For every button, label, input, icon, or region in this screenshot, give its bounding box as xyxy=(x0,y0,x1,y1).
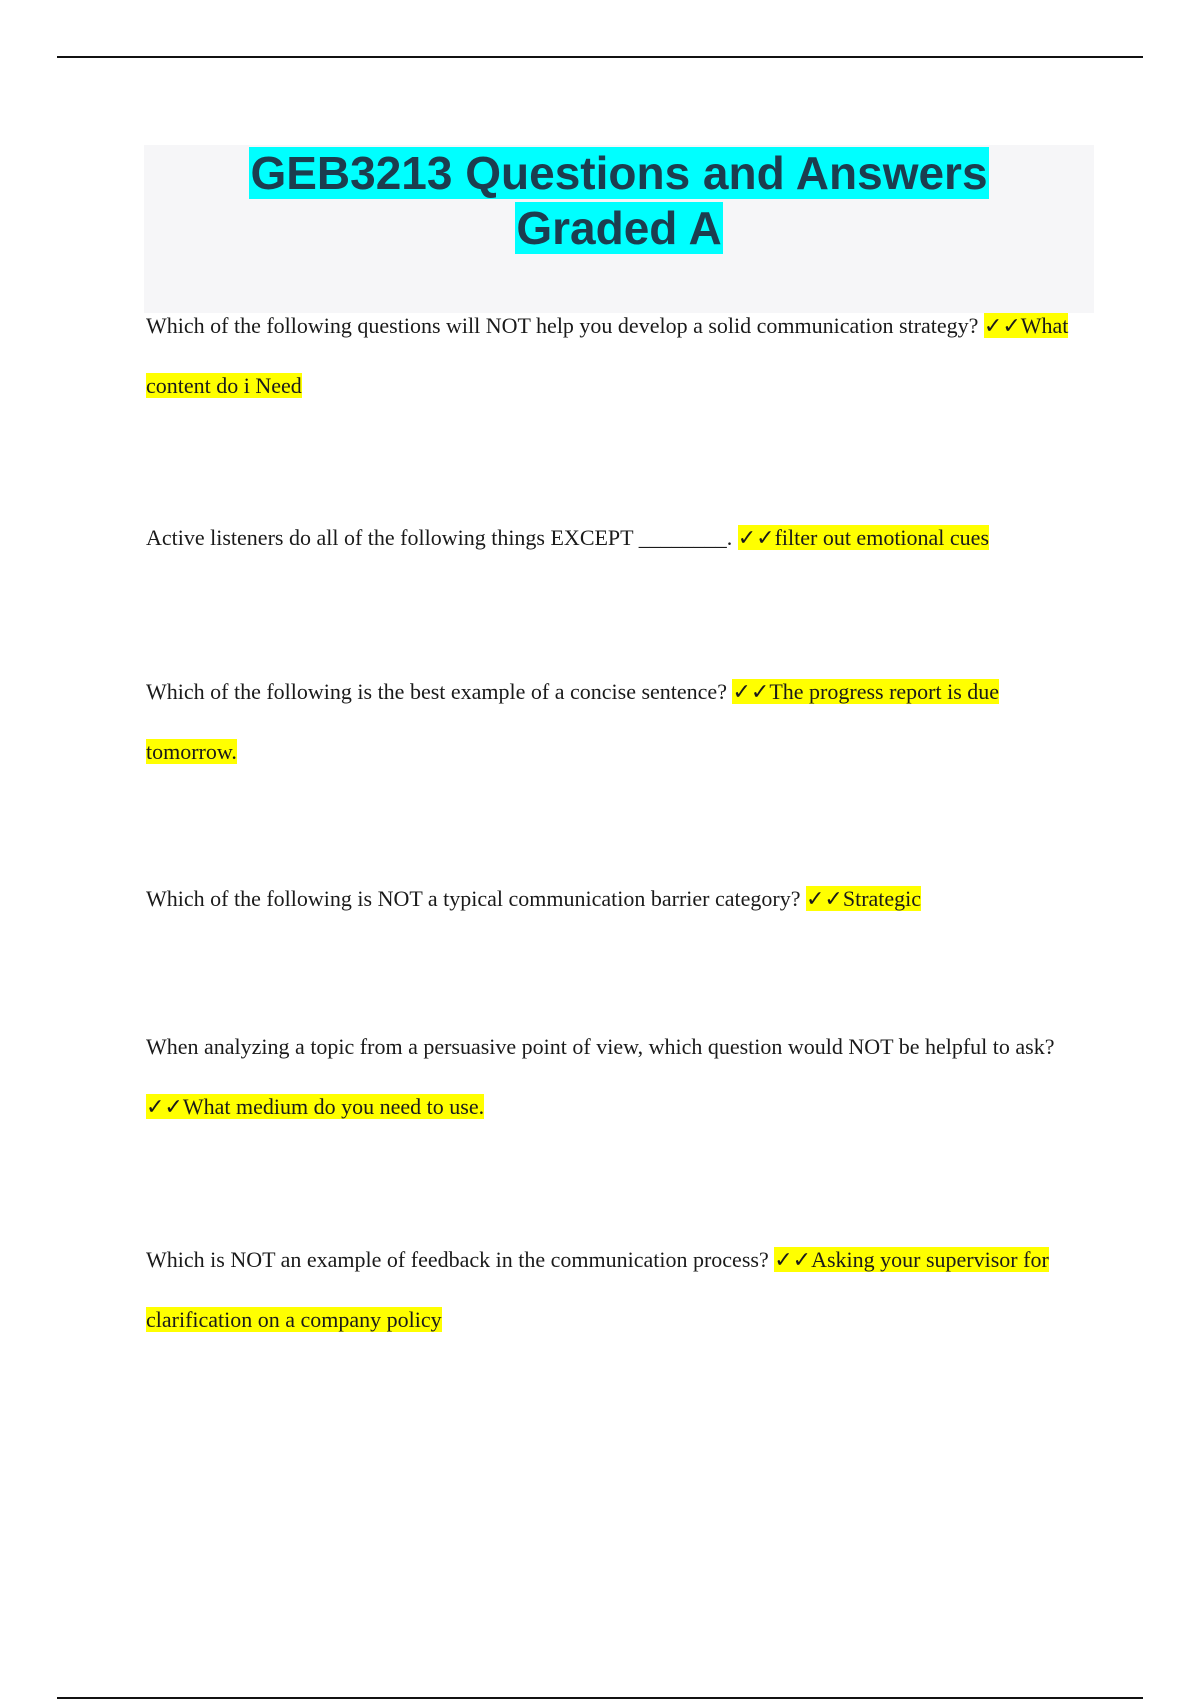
question-text: Active listeners do all of the following things EXCEPT ________. xyxy=(146,525,733,550)
title-line-1: GEB3213 Questions and Answers xyxy=(250,147,988,199)
qa-item-5 xyxy=(146,1017,1086,1137)
question-text: Which of the following is NOT a typical communication barrier category? xyxy=(146,886,801,911)
bottom-rule xyxy=(57,1697,1143,1699)
question-text: Which of the following is the best example of a concise sentence? xyxy=(146,679,727,704)
question-text: Which is NOT an example of feedback in the communication process? xyxy=(146,1247,769,1272)
qa-item-1 xyxy=(146,296,1086,416)
document-title xyxy=(144,146,1094,256)
answer-text: ✓✓What content do i Need xyxy=(146,313,1069,398)
answer-text: ✓✓The progress report is due tomorrow. xyxy=(146,679,1000,764)
answer-text: ✓✓What medium do you need to use. xyxy=(146,1094,485,1119)
answer-text: ✓✓Asking your supervisor for clarification on a company policy xyxy=(146,1247,1049,1332)
top-rule xyxy=(57,56,1143,58)
answer-text: ✓✓Strategic xyxy=(806,886,922,911)
question-text: Which of the following questions will NOT help you develop a solid communication strategy? xyxy=(146,313,979,338)
qa-item-6 xyxy=(146,1230,1086,1350)
answer-text: ✓✓filter out emotional cues xyxy=(737,525,990,550)
title-line-2: Graded A xyxy=(516,202,722,254)
qa-item-3 xyxy=(146,662,1086,782)
question-text: When analyzing a topic from a persuasive point of view, which question would NOT be helpful to ask? xyxy=(146,1034,1055,1059)
qa-item-2 xyxy=(146,508,1086,568)
qa-item-4 xyxy=(146,869,1086,929)
